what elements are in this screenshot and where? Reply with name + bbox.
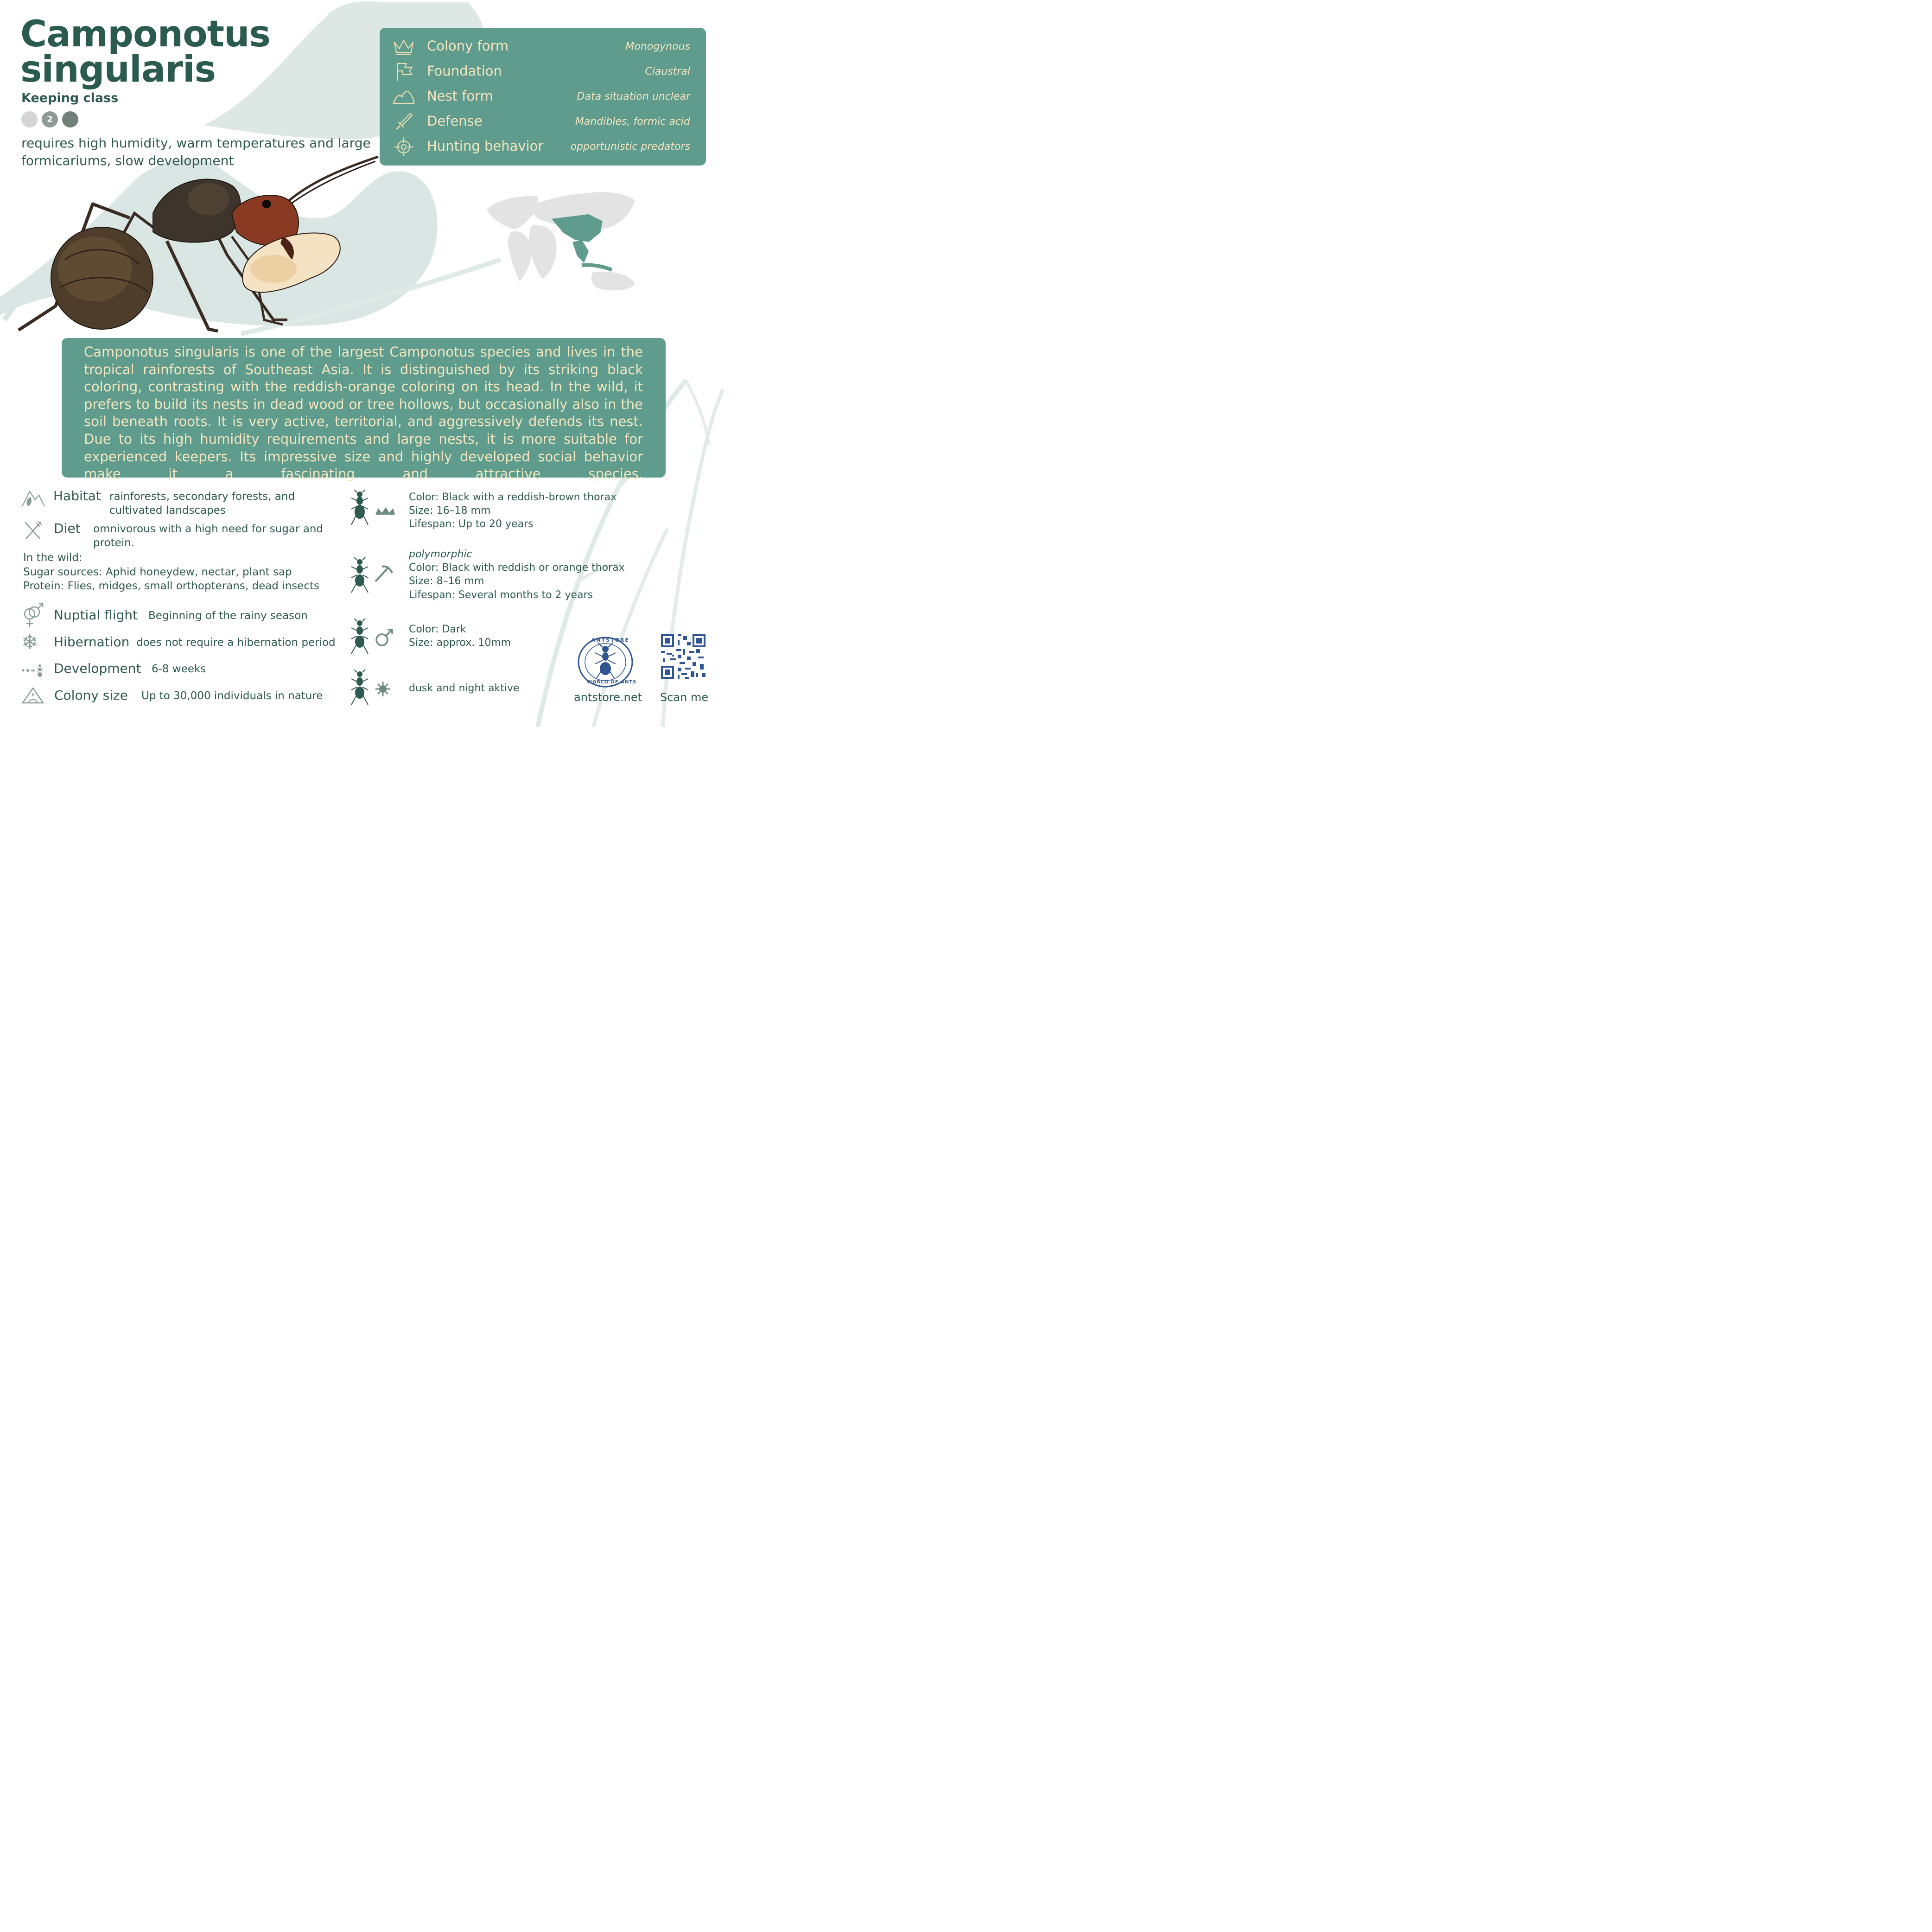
hibernation-value: does not require a hibernation period	[136, 637, 336, 649]
activity-text: dusk and night aktive	[409, 682, 520, 694]
target-icon	[393, 137, 415, 156]
diet-label: Diet	[54, 521, 81, 536]
ant-illustration	[14, 153, 385, 338]
info-value: Monogynous	[625, 41, 690, 52]
info-row-foundation	[380, 59, 706, 83]
queen-lifespan: Lifespan: Up to 20 years	[409, 518, 534, 530]
info-value: Claustral	[645, 66, 690, 77]
worker-lifespan: Lifespan: Several months to 2 years	[409, 589, 593, 601]
keeping-dot-3	[62, 111, 78, 128]
diet-line-1: omnivorous with a high need for sugar and	[93, 523, 324, 535]
habitat-label: Habitat	[53, 488, 101, 504]
description-panel	[62, 338, 666, 482]
worker-type: polymorphic	[409, 548, 472, 560]
info-label: Hunting behavior	[427, 138, 544, 154]
distribution-map	[482, 182, 640, 293]
title-line-1: Camponotus	[20, 13, 270, 55]
worker-color: Color: Black with reddish or orange thorax	[409, 562, 625, 574]
male-color: Color: Dark	[409, 624, 466, 635]
wild-protein: Protein: Flies, midges, small orthopterans, dead insects	[23, 580, 319, 592]
worker-size: Size: 8–16 mm	[409, 575, 484, 587]
diet-line-2: protein.	[93, 537, 135, 549]
nuptial-flight-label: Nuptial flight	[54, 607, 138, 623]
habitat-line-1: rainforests, secondary forests, and	[109, 491, 295, 503]
info-value: Data situation unclear	[577, 91, 690, 102]
info-label: Nest form	[427, 88, 493, 104]
keeping-class-label: Keeping class	[21, 91, 119, 105]
info-value: opportunistic predators	[570, 141, 690, 153]
info-row-colony-form	[380, 34, 706, 57]
keeping-dot-1	[21, 111, 38, 128]
species-title	[20, 13, 270, 90]
wild-sugar: Sugar sources: Aphid honeydew, nectar, plant sap	[23, 566, 292, 578]
development-value: 6-8 weeks	[152, 663, 206, 675]
keeping-requirements: requires high humidity, warm temperatures and large formicariums, slow development	[21, 135, 371, 168]
queen-color: Color: Black with a reddish-brown thorax	[409, 491, 617, 503]
title-line-2: singularis	[20, 49, 216, 90]
info-label: Foundation	[427, 63, 502, 79]
development-icon	[21, 662, 44, 679]
queen-caste-icon	[350, 490, 396, 529]
crown-icon	[393, 37, 415, 56]
male-size: Size: approx. 10mm	[409, 637, 511, 649]
male-caste-icon	[350, 618, 396, 657]
info-row-hunting	[380, 134, 706, 158]
info-label: Colony form	[427, 38, 509, 54]
colony-size-label: Colony size	[54, 688, 128, 703]
info-row-nest-form	[380, 84, 706, 108]
anthill-icon	[21, 686, 44, 705]
snowflake-icon: ❄	[21, 631, 38, 654]
fork-knife-icon	[22, 520, 44, 541]
info-panel	[380, 28, 706, 166]
flag-icon	[393, 62, 415, 81]
queen-size: Size: 16–18 mm	[409, 505, 491, 516]
hibernation-label: Hibernation	[54, 634, 130, 650]
worker-caste-icon	[350, 557, 396, 596]
website-link[interactable]: antstore.net	[574, 691, 642, 704]
development-label: Development	[54, 661, 141, 676]
scan-me-label: Scan me	[660, 691, 709, 704]
sword-icon	[393, 112, 415, 131]
info-value: Mandibles, formic acid	[575, 116, 690, 128]
keeping-dot-2: 2	[42, 111, 58, 128]
wild-label: In the wild:	[23, 552, 83, 564]
logo-bottom-text: WORLD OF ANTS	[587, 680, 637, 685]
qr-code[interactable]	[661, 634, 705, 679]
logo-top-text: ANTSTORE	[591, 637, 629, 643]
mountain-icon	[393, 87, 415, 106]
activity-icon	[350, 670, 396, 708]
gender-icon	[21, 603, 44, 629]
habitat-icon	[21, 488, 45, 508]
nuptial-flight-value: Beginning of the rainy season	[148, 610, 308, 622]
colony-size-value: Up to 30,000 individuals in nature	[141, 690, 323, 702]
info-row-defense	[380, 109, 706, 133]
info-label: Defense	[427, 113, 483, 129]
description-text: Camponotus singularis is one of the largest Camponotus species and lives in the tropical rainforests of Southeast Asia. It is distinguished by its striking black coloring, contrasting with the reddish-orange coloring on its head. In the wild, it prefers to build its nests in dead wood or tree hollows, but occasionally also in the soil beneath roots. It is very active, territorial, and aggressively defends its nest. Due to its high humidity requirements and large nests, it is more suitable for experienced keepers. Its impressive size and highly developed social behavior make it a fascinating and attractive species.	[84, 344, 643, 482]
habitat-line-2: cultivated landscapes	[109, 504, 226, 516]
